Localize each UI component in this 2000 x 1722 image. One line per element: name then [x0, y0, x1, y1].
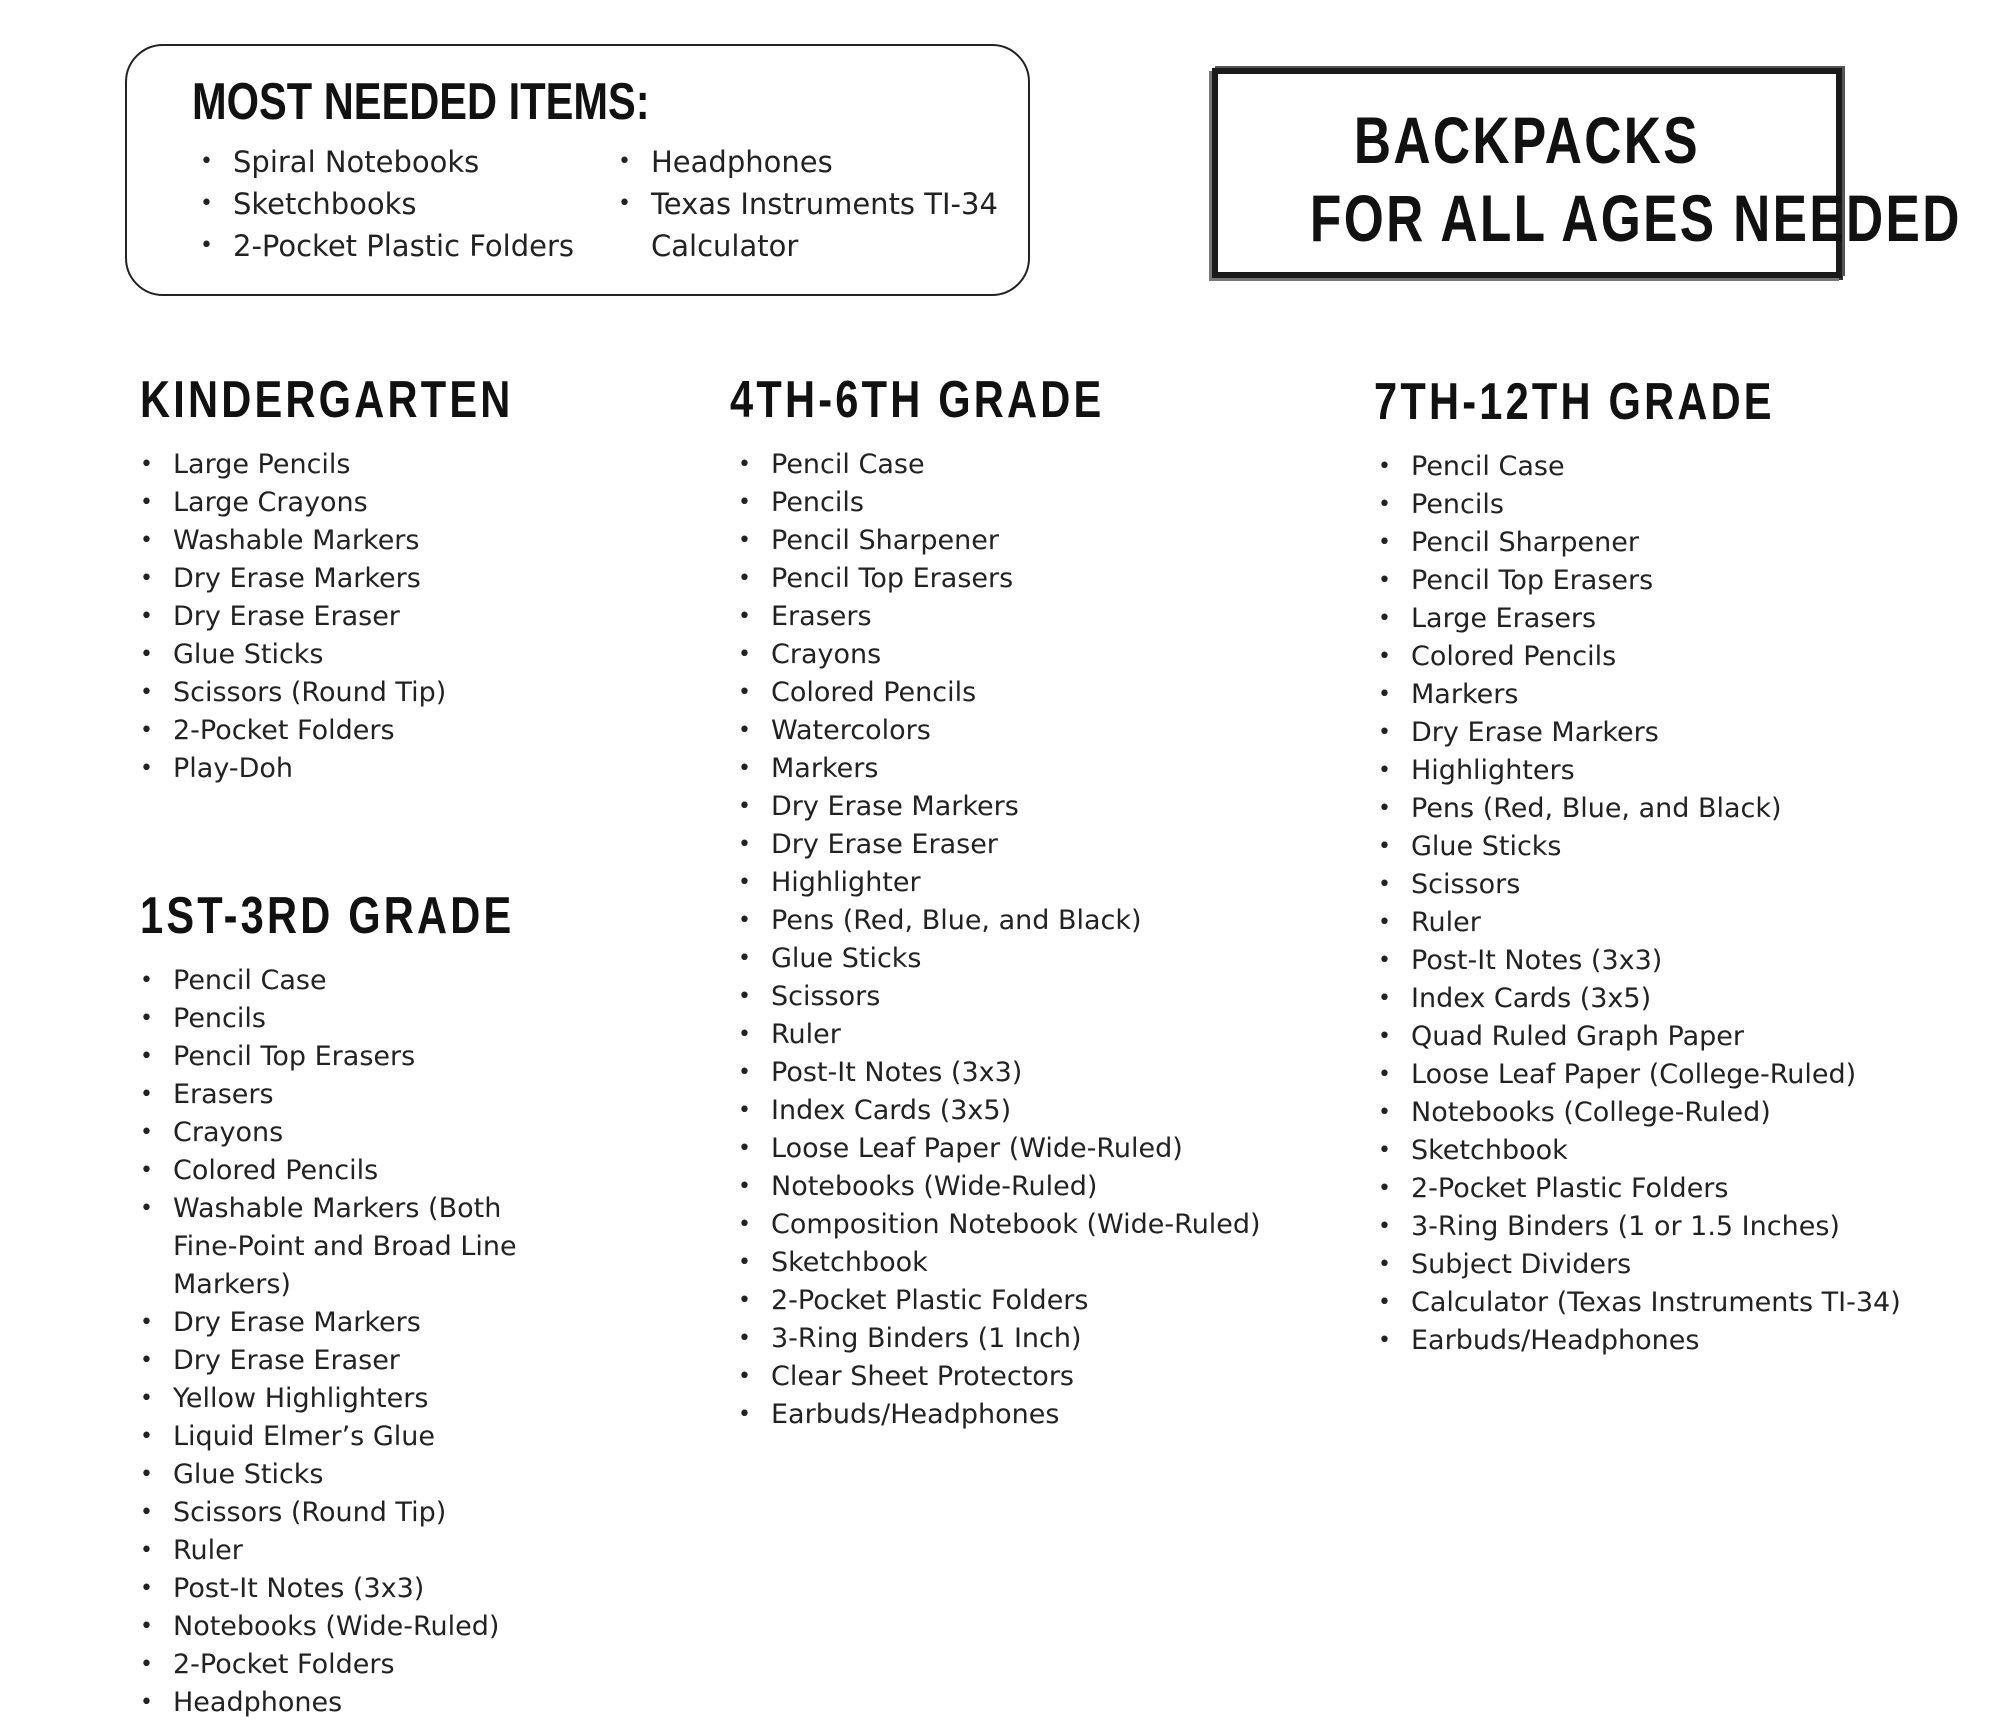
list-item: • Earbuds/Headphones: [738, 1396, 1358, 1434]
list-item: • Calculator (Texas Instruments TI-34): [1378, 1284, 1988, 1322]
list-item: • Erasers: [140, 1076, 570, 1114]
list-item: • Composition Notebook (Wide-Ruled): [738, 1206, 1358, 1244]
list-item: • Texas Instruments TI-34 Calculator: [618, 183, 1013, 267]
list-item: • Sketchbooks: [200, 183, 600, 225]
list-item: • Dry Erase Markers: [738, 788, 1358, 826]
list-item: • Pencil Top Erasers: [1378, 562, 1988, 600]
list-item: • Spiral Notebooks: [200, 141, 600, 183]
list-item: • Scissors: [738, 978, 1358, 1016]
list-item: • Highlighter: [738, 864, 1358, 902]
list-item: • Post-It Notes (3x3): [140, 1570, 570, 1608]
list-item: • Headphones: [618, 141, 1013, 183]
list-item: • Erasers: [738, 598, 1358, 636]
list-item: • Notebooks (College-Ruled): [1378, 1094, 1988, 1132]
list-item: • Pencil Case: [738, 446, 1358, 484]
list-item: • Glue Sticks: [140, 636, 660, 674]
most-needed-title: MOST NEEDED ITEMS:: [192, 73, 650, 131]
list-item: • Highlighters: [1378, 752, 1988, 790]
list-item: • Post-It Notes (3x3): [738, 1054, 1358, 1092]
list-item: • Large Pencils: [140, 446, 660, 484]
list-item: • Dry Erase Markers: [140, 560, 660, 598]
list-item: • Markers: [738, 750, 1358, 788]
list-item: • 2-Pocket Folders: [140, 1646, 570, 1684]
most-needed-list-right: [618, 141, 1013, 267]
backpacks-line-1: BACKPACKS: [1353, 103, 1701, 177]
most-needed-list-left: [200, 141, 600, 267]
list-item: • 2-Pocket Folders: [140, 712, 660, 750]
list-item: • Colored Pencils: [140, 1152, 570, 1190]
list-item: • Pencil Sharpener: [738, 522, 1358, 560]
list-item: • Notebooks (Wide-Ruled): [140, 1608, 570, 1646]
list-item: • 2-Pocket Plastic Folders: [738, 1282, 1358, 1320]
list-item: • Pencils: [140, 1000, 570, 1038]
list-item: • Markers: [1378, 676, 1988, 714]
list-item: • Pencil Case: [140, 962, 570, 1000]
list-item: • Dry Erase Eraser: [140, 1342, 570, 1380]
grade-4-6-list: [738, 446, 1358, 1434]
list-item: • Pencil Top Erasers: [140, 1038, 570, 1076]
list-item: • Pencil Top Erasers: [738, 560, 1358, 598]
list-item: • Index Cards (3x5): [1378, 980, 1988, 1018]
list-item: • Subject Dividers: [1378, 1246, 1988, 1284]
list-item: • Earbuds/Headphones: [1378, 1322, 1988, 1360]
kindergarten-heading: KINDERGARTEN: [140, 371, 514, 429]
list-item: • Pencils: [738, 484, 1358, 522]
list-item: • Dry Erase Markers: [140, 1304, 570, 1342]
list-item: • Loose Leaf Paper (Wide-Ruled): [738, 1130, 1358, 1168]
list-item: • Washable Markers (Both Fine-Point and Broad Line Markers): [140, 1190, 570, 1304]
list-item: • Ruler: [738, 1016, 1358, 1054]
list-item: • Quad Ruled Graph Paper: [1378, 1018, 1988, 1056]
list-item: • Pencil Sharpener: [1378, 524, 1988, 562]
list-item: • Clear Sheet Protectors: [738, 1358, 1358, 1396]
list-item: • Crayons: [738, 636, 1358, 674]
list-item: • Index Cards (3x5): [738, 1092, 1358, 1130]
backpacks-banner: [1212, 68, 1962, 278]
list-item: • Scissors (Round Tip): [140, 1494, 570, 1532]
list-item: • Scissors (Round Tip): [140, 674, 660, 712]
list-item: • Dry Erase Eraser: [738, 826, 1358, 864]
list-item: • Sketchbook: [738, 1244, 1358, 1282]
list-item: • Dry Erase Eraser: [140, 598, 660, 636]
backpacks-line-2: FOR ALL AGES NEEDED: [1309, 181, 1962, 255]
grade-1-3-heading: 1ST-3RD GRADE: [140, 887, 515, 945]
list-item: • Ruler: [140, 1532, 570, 1570]
list-item: • Headphones: [140, 1684, 570, 1722]
grade-1-3-list: [140, 962, 570, 1722]
list-item: • Colored Pencils: [738, 674, 1358, 712]
list-item: • Play-Doh: [140, 750, 660, 788]
kindergarten-list: [140, 446, 660, 788]
list-item: • Washable Markers: [140, 522, 660, 560]
list-item: • Loose Leaf Paper (College-Ruled): [1378, 1056, 1988, 1094]
list-item: • Notebooks (Wide-Ruled): [738, 1168, 1358, 1206]
list-item: • Post-It Notes (3x3): [1378, 942, 1988, 980]
list-item: • 3-Ring Binders (1 or 1.5 Inches): [1378, 1208, 1988, 1246]
list-item: • Watercolors: [738, 712, 1358, 750]
list-item: • Crayons: [140, 1114, 570, 1152]
list-item: • Glue Sticks: [738, 940, 1358, 978]
list-item: • 2-Pocket Plastic Folders: [200, 225, 600, 267]
list-item: • Large Crayons: [140, 484, 660, 522]
list-item: • Colored Pencils: [1378, 638, 1988, 676]
list-item: • Liquid Elmer’s Glue: [140, 1418, 570, 1456]
list-item: • Yellow Highlighters: [140, 1380, 570, 1418]
list-item: • 3-Ring Binders (1 Inch): [738, 1320, 1358, 1358]
grade-4-6-heading: 4TH-6TH GRADE: [730, 371, 1105, 429]
list-item: • Pens (Red, Blue, and Black): [738, 902, 1358, 940]
list-item: • Sketchbook: [1378, 1132, 1988, 1170]
list-item: • Pencils: [1378, 486, 1988, 524]
list-item: • Large Erasers: [1378, 600, 1988, 638]
list-item: • Pens (Red, Blue, and Black): [1378, 790, 1988, 828]
grade-7-12-list: [1378, 448, 1988, 1360]
list-item: • Pencil Case: [1378, 448, 1988, 486]
list-item: • Dry Erase Markers: [1378, 714, 1988, 752]
list-item: • Glue Sticks: [1378, 828, 1988, 866]
list-item: • Ruler: [1378, 904, 1988, 942]
list-item: • 2-Pocket Plastic Folders: [1378, 1170, 1988, 1208]
grade-7-12-heading: 7TH-12TH GRADE: [1374, 373, 1775, 431]
list-item: • Glue Sticks: [140, 1456, 570, 1494]
list-item: • Scissors: [1378, 866, 1988, 904]
